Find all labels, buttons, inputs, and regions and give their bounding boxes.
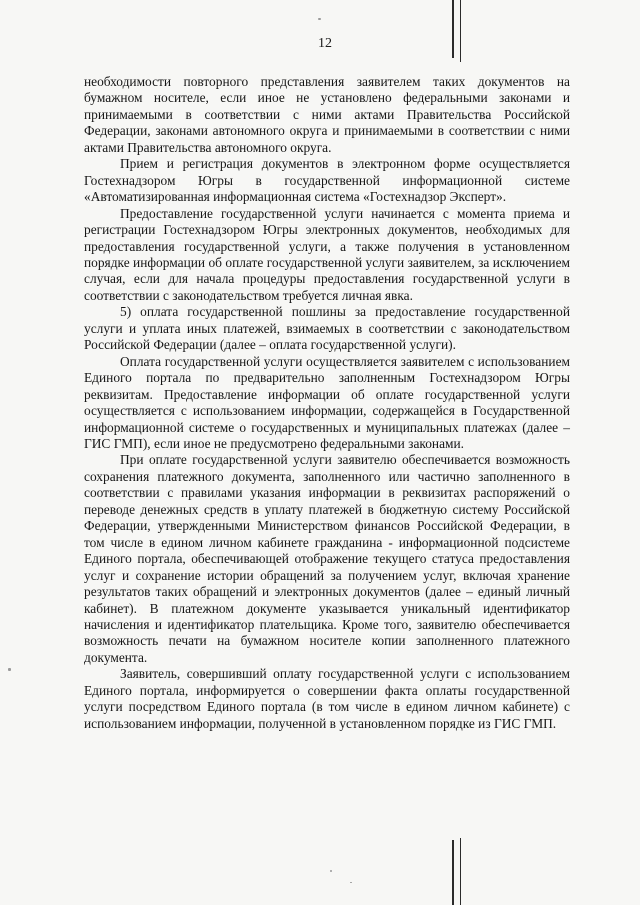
scan-binding-bar-top-2 — [460, 0, 461, 62]
scan-speck — [8, 668, 11, 671]
paragraph-payment-notification: Заявитель, совершивший оплату государственной услуги с использованием Единого портала, информируется о совершении факта оплаты государственной услуги посредством Единого портала (в том числе в едином личном кабинете) с использованием информации, полученной в установленном порядке из ГИС ГМП. — [84, 666, 570, 731]
paragraph-payment-portal: Оплата государственной услуги осуществляется заявителем с использованием Единого портала по предварительно заполненным Гостехнадзором Югры реквизитам. Предоставление информации об оплате государственной услуги осуществляется с использованием информации, содержащейся в Государственной информационной системе о государственных и муниципальных платежах (далее – ГИС ГМП), если иное не предусмотрено федеральными законами. — [84, 353, 570, 451]
scan-speck — [350, 882, 352, 883]
document-body — [84, 74, 570, 732]
page-number: 12 — [318, 36, 332, 51]
scan-speck — [330, 870, 332, 872]
paragraph-service-start: Предоставление государственной услуги начинается с момента приема и регистрации Гостехнадзором Югры электронных документов, необходимых для предоставления государственной услуги, а также получения в установленном порядке информации об оплате государственной услуги заявителем, за исключением случая, если для начала процедуры предоставления государственной услуги в соответствии с законодательством требуется личная явка. — [84, 205, 570, 303]
paragraph-continuation: необходимости повторного представления заявителем таких документов на бумажном носителе, если иное не установлено федеральными законами и принимаемыми в соответствии с ними актами Правительства Российской Федерации, законами автономного округа и принимаемыми в соответствии с ними актами Правительства автономного округа. — [84, 74, 570, 155]
scan-binding-bar-bottom-2 — [460, 838, 461, 905]
paragraph-electronic-registration: Прием и регистрация документов в электронном форме осуществляется Гостехнадзором Югры в государственной информационной системе «Автоматизированная информационная система «Гостехнадзор Эксперт». — [84, 156, 570, 205]
scan-binding-bar-bottom — [452, 840, 454, 905]
paragraph-fee-payment: 5) оплата государственной пошлины за предоставление государственной услуги и уплата иных платежей, взимаемых в соответствии с законодательством Российской Федерации (далее – оплата государственной услуги). — [84, 304, 570, 353]
paragraph-payment-document: При оплате государственной услуги заявителю обеспечивается возможность сохранения платежного документа, заполненного или частично заполненного в соответствии с правилами указания информации в реквизитах распоряжений о переводе денежных средств в уплату платежей в бюджетную систему Российской Федерации, утвержденными Министерством финансов Российской Федерации, в том числе в едином личном кабинете гражданина - информационной подсистеме Единого портала, обеспечивающей отображение текущего статуса предоставления услуг и сохранение истории обращений за получением услуг, включая хранение результатов таких обращений и электронных документов (далее – единый личный кабинет). В платежном документе указывается уникальный идентификатор начисления и идентификатор плательщика. Кроме того, заявителю обеспечивается возможность печати на бумажном носителе копии заполненного платежного документа. — [84, 452, 570, 665]
scan-speck — [318, 18, 321, 20]
